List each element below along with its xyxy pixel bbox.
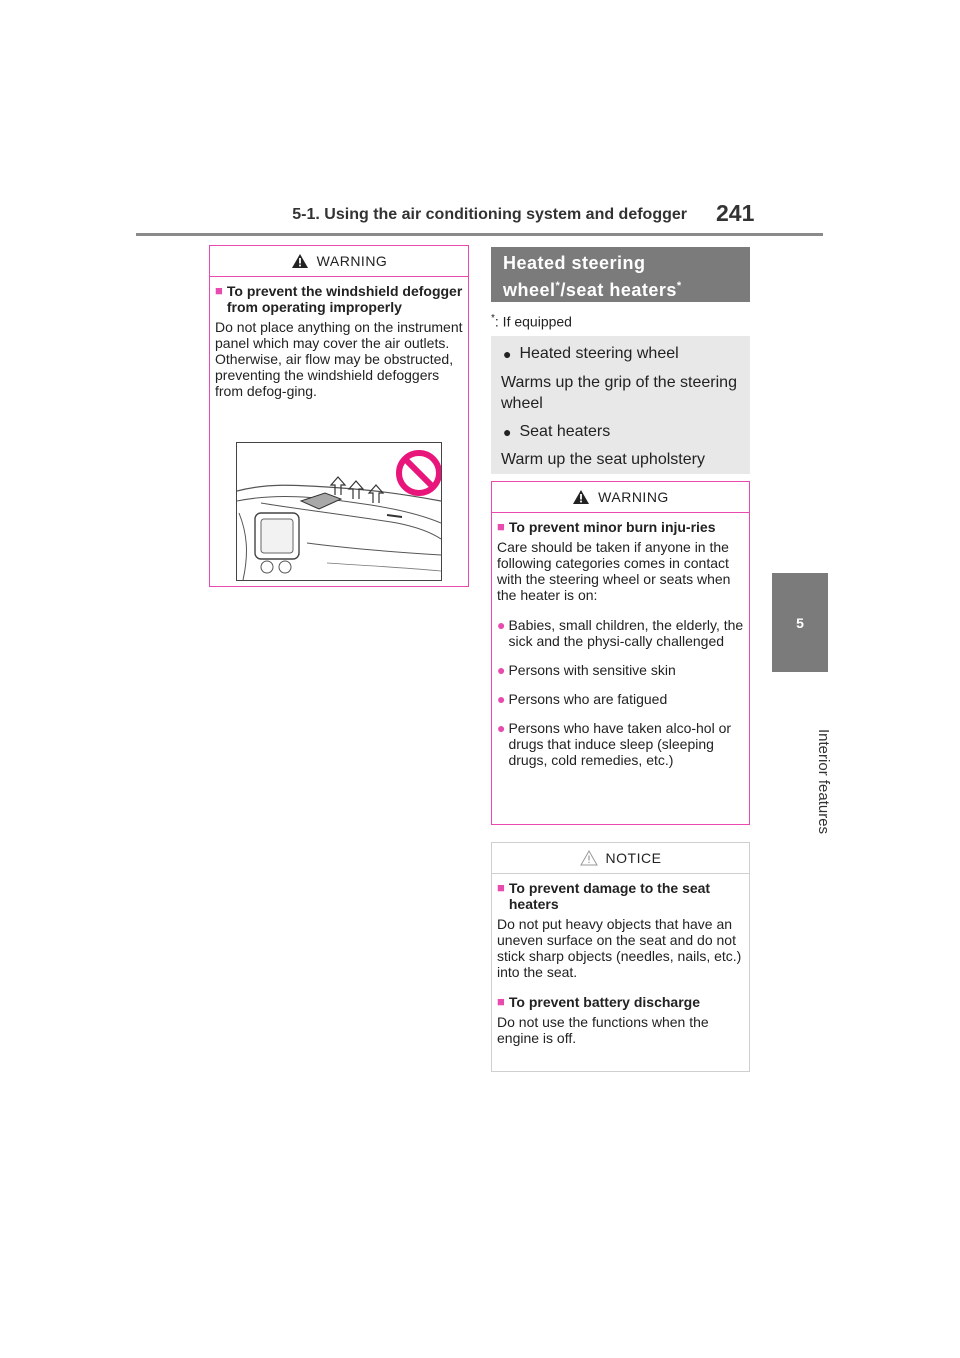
dot-bullet-icon: ● — [497, 617, 506, 633]
list-item-text: Persons with sensitive skin — [508, 662, 676, 678]
notice-box — [491, 842, 750, 1072]
feature-title-text: Seat heaters — [519, 423, 611, 440]
section-heading — [491, 247, 750, 302]
footnote-asterisk: * — [491, 313, 495, 324]
feature-bullet-icon: ● — [503, 424, 512, 440]
list-item-text: Babies, small children, the elderly, the sick and the physi-cally challenged — [508, 617, 744, 649]
page-number: 241 — [716, 200, 755, 226]
list-item — [497, 662, 744, 678]
dot-bullet-icon: ● — [497, 662, 506, 678]
notice-subheading-text: To prevent battery discharge — [508, 994, 700, 1010]
feature-bullet-icon: ● — [503, 346, 512, 362]
feature-list-box — [491, 336, 750, 474]
feature-title-seat — [501, 418, 740, 446]
chapter-tab — [772, 573, 828, 672]
notice-subheading — [497, 880, 744, 912]
warning-subheading-text: To prevent the windshield defogger from operating improperly — [226, 283, 463, 315]
footnote — [491, 313, 572, 330]
warning-subheading — [215, 283, 463, 315]
notice-subheading-text: To prevent damage to the seat heaters — [508, 880, 711, 912]
square-bullet-icon: ■ — [497, 519, 505, 534]
section-title-asterisk2: * — [676, 280, 682, 292]
list-item — [497, 720, 744, 768]
warning-subheading-text: To prevent minor burn inju-ries — [508, 519, 716, 535]
square-bullet-icon: ■ — [497, 994, 505, 1009]
chapter-side-label: Interior features — [815, 729, 832, 835]
feature-title-text: Heated steering wheel — [519, 345, 679, 362]
list-item-text: Persons who have taken alco-hol or drugs that induce sleep (sleeping drugs, cold remedies, etc.) — [508, 720, 732, 768]
notice-heading — [492, 843, 749, 874]
warning-heading-text: WARNING — [598, 489, 669, 505]
notice-subheading — [497, 994, 744, 1010]
notice-heading-text: NOTICE — [605, 850, 662, 866]
footnote-text: : If equipped — [494, 313, 572, 330]
warning-subheading — [497, 519, 744, 535]
square-bullet-icon: ■ — [497, 880, 505, 895]
warning-triangle-icon — [572, 489, 590, 505]
section-title-part1: Heated steering wheel — [503, 253, 646, 300]
warning-heading — [492, 482, 749, 513]
warning-heading-text: WARNING — [316, 253, 388, 269]
notice-triangle-icon — [580, 850, 598, 866]
warning-triangle-icon — [291, 253, 309, 269]
square-bullet-icon: ■ — [215, 283, 223, 298]
warning-body-text: Do not place anything on the instrument panel which may cover the air outlets. Otherwise, air flow may be obstructed, preventing the windshield defoggers from defog-ging. — [215, 319, 463, 399]
burn-warning-box — [491, 481, 750, 825]
feature-desc-seat: Warm up the seat upholstery — [501, 451, 705, 468]
section-title-part2: /seat heaters — [560, 280, 677, 300]
list-item — [497, 617, 744, 649]
running-header-title: 5-1. Using the air conditioning system and defogger — [292, 206, 687, 223]
header-rule — [136, 233, 823, 236]
notice-body-text: Do not put heavy objects that have an uneven surface on the seat and do not stick sharp objects (needles, nails, etc.) into the seat. — [497, 916, 742, 980]
section-title-asterisk1: * — [555, 280, 561, 292]
notice-body-text: Do not use the functions when the engine is off. — [497, 1014, 709, 1046]
list-item-text: Persons who are fatigued — [508, 691, 668, 707]
feature-desc-steering: Warms up the grip of the steering wheel — [501, 374, 737, 412]
dashboard-illustration — [236, 442, 442, 581]
warning-body-text: Care should be taken if anyone in the following categories comes in contact with the steering wheel or seats when the heater is on: — [497, 539, 731, 603]
list-item — [497, 691, 744, 707]
feature-title-steering — [501, 340, 740, 368]
dashboard-drawing — [237, 443, 441, 580]
dot-bullet-icon: ● — [497, 691, 506, 707]
warning-heading — [210, 246, 468, 277]
no-symbol-icon — [399, 453, 439, 493]
chapter-number: 5 — [796, 614, 804, 631]
dot-bullet-icon: ● — [497, 720, 506, 736]
